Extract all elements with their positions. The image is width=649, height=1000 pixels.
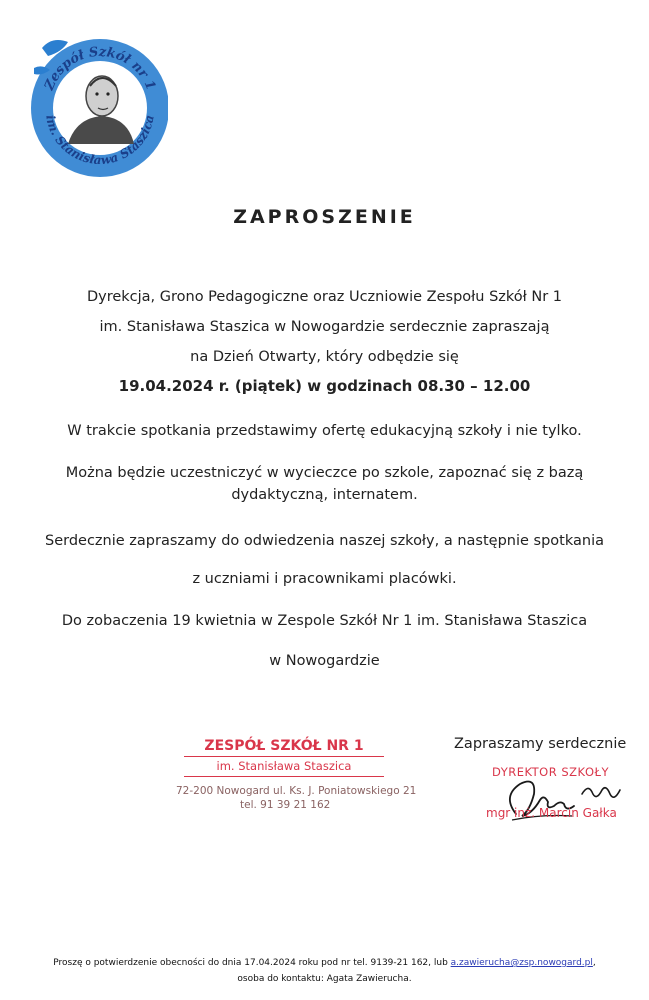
school-stamp bbox=[176, 738, 417, 811]
signoff-invite: Zapraszamy serdecznie bbox=[454, 736, 627, 752]
document-title: ZAPROSZENIE bbox=[233, 206, 416, 228]
paragraph-2-line-2: dydaktyczną, internatem. bbox=[231, 487, 418, 503]
paragraph-1: W trakcie spotkania przedstawimy ofertę edukacyjną szkoły i nie tylko. bbox=[67, 423, 582, 439]
footer-note bbox=[0, 955, 649, 987]
stamp-phone: tel. 91 39 21 162 bbox=[240, 799, 331, 811]
intro-line-2: im. Stanisława Staszica w Nowogardzie serdecznie zapraszają bbox=[99, 319, 550, 335]
event-date-line: 19.04.2024 r. (piątek) w godzinach 08.30 – 12.00 bbox=[118, 377, 531, 395]
contact-email-link[interactable]: a.zawierucha@zsp.nowogard.pl bbox=[450, 958, 593, 968]
footer-rsvp-text: Proszę o potwierdzenie obecności do dnia 17.04.2024 roku pod nr tel. 9139-21 162, lub bbox=[53, 958, 451, 968]
director-name-stamp: mgr inż. Marcin Gałka bbox=[486, 806, 617, 820]
intro-line-3: na Dzień Otwarty, który odbędzie się bbox=[190, 349, 459, 365]
footer-contact-person: osoba do kontaktu: Agata Zawierucha. bbox=[237, 974, 412, 984]
stamp-school-name: ZESPÓŁ SZKÓŁ NR 1 bbox=[184, 738, 384, 757]
footer-punct: , bbox=[592, 958, 596, 968]
paragraph-4-line-2: w Nowogardzie bbox=[269, 653, 380, 669]
paragraph-4-line-1: Do zobaczenia 19 kwietnia w Zespole Szkół Nr 1 im. Stanisława Staszica bbox=[61, 613, 588, 629]
logo-ring-top-text: Zespół Szkół nr 1 bbox=[41, 44, 159, 93]
handwritten-signature bbox=[494, 770, 644, 830]
paragraph-3-line-1: Serdecznie zapraszamy do odwiedzenia naszej szkoły, a następnie spotkania bbox=[45, 533, 604, 549]
paragraph-3-line-2: z uczniami i pracownikami placówki. bbox=[192, 571, 457, 587]
paragraph-2-line-1: Można będzie uczestniczyć w wycieczce po szkole, zapoznać się z bazą bbox=[65, 465, 584, 481]
director-title-stamp: DYREKTOR SZKOŁY bbox=[492, 765, 610, 779]
school-logo bbox=[28, 28, 168, 178]
logo-ring-bottom-text: im. Stanisława Staszica bbox=[43, 113, 157, 168]
intro-line-1: Dyrekcja, Grono Pedagogiczne oraz Uczniowie Zespołu Szkół Nr 1 bbox=[86, 289, 563, 305]
stamp-address: 72-200 Nowogard ul. Ks. J. Poniatowskiego 21 bbox=[176, 785, 417, 797]
stamp-patron: im. Stanisława Staszica bbox=[184, 757, 384, 777]
